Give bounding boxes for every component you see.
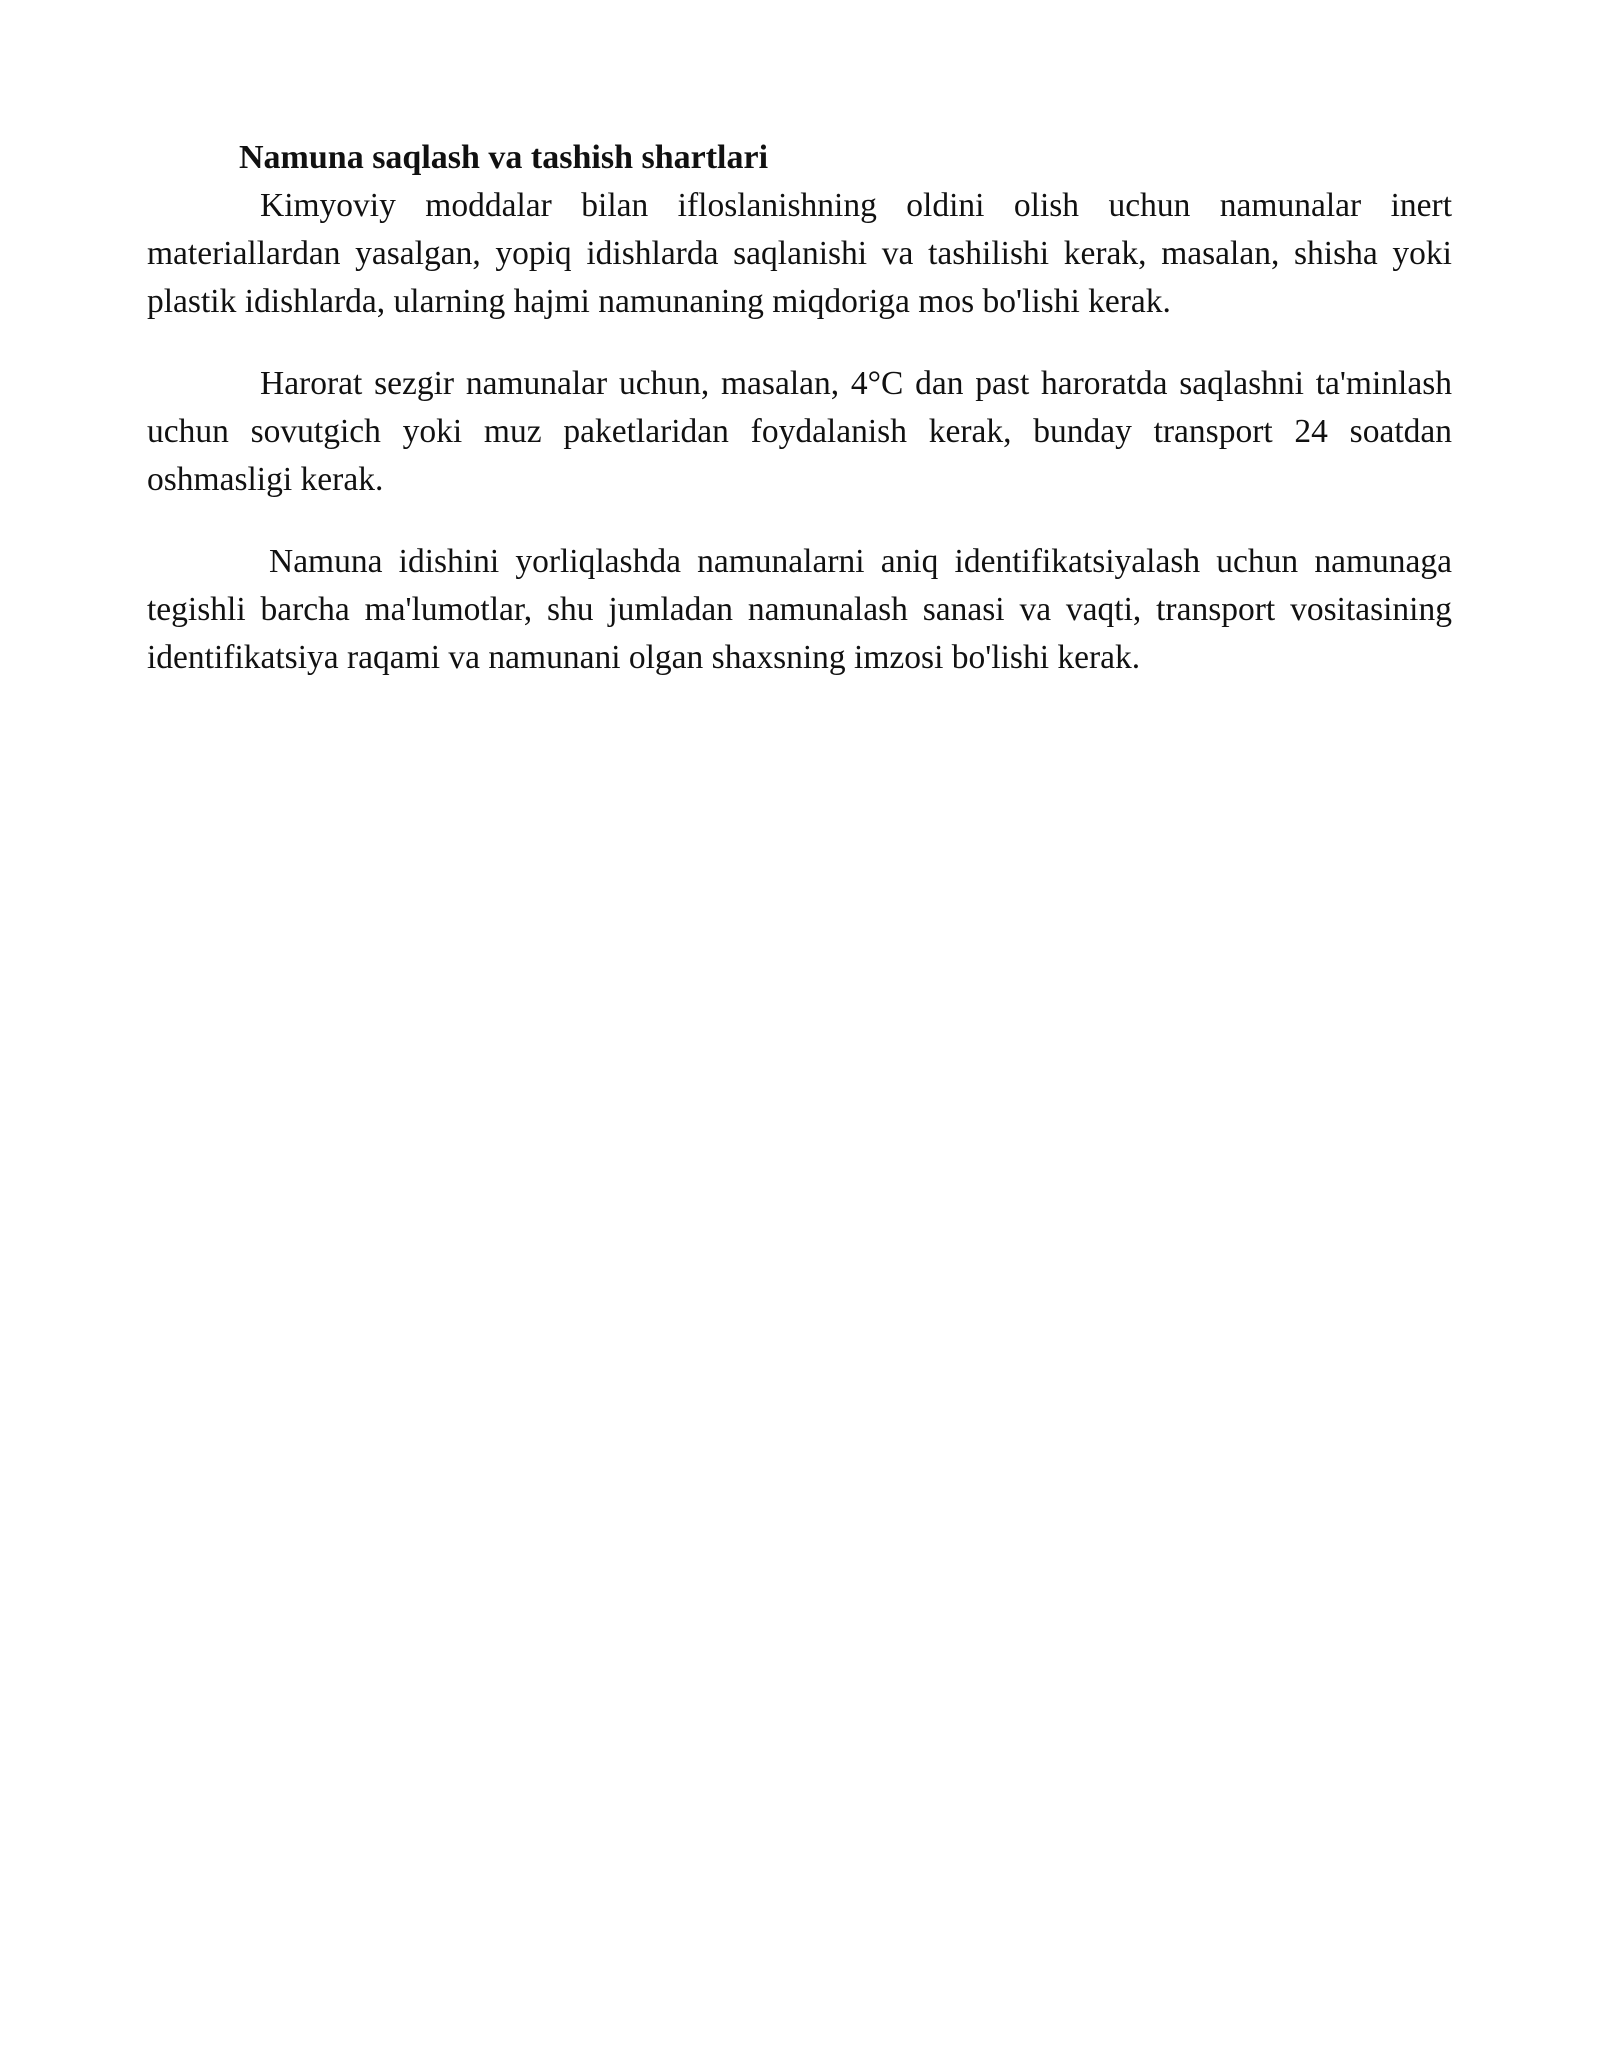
paragraph-containers: Kimyoviy moddalar bilan ifloslanishning oldini olish uchun namunalar inert materiallardan yasalgan, yopiq idishlarda saqlanishi va tashilishi kerak, masalan, shisha yoki plastik idishlarda, ularning hajmi namunaning miqdoriga mos bo'lishi kerak. bbox=[147, 187, 1452, 320]
paragraph-labeling: Namuna idishini yorliqlashda namunalarni aniq identifikatsiyalash uchun namunaga tegishli barcha ma'lumotlar, shu jumladan namunalash sanasi va vaqti, transport vositasining identifikatsiya raqami va namunani olgan shaxsning imzosi bo'lishi kerak. bbox=[147, 543, 1452, 676]
document-body bbox=[147, 134, 1452, 716]
paragraph-temperature: Harorat sezgir namunalar uchun, masalan, 4°C dan past haroratda saqlashni ta'minlash uchun sovutgich yoki muz paketlaridan foydalanish kerak, bunday transport 24 soatdan oshmasligi kerak. bbox=[147, 365, 1452, 498]
section-heading: Namuna saqlash va tashish shartlari bbox=[239, 139, 769, 176]
